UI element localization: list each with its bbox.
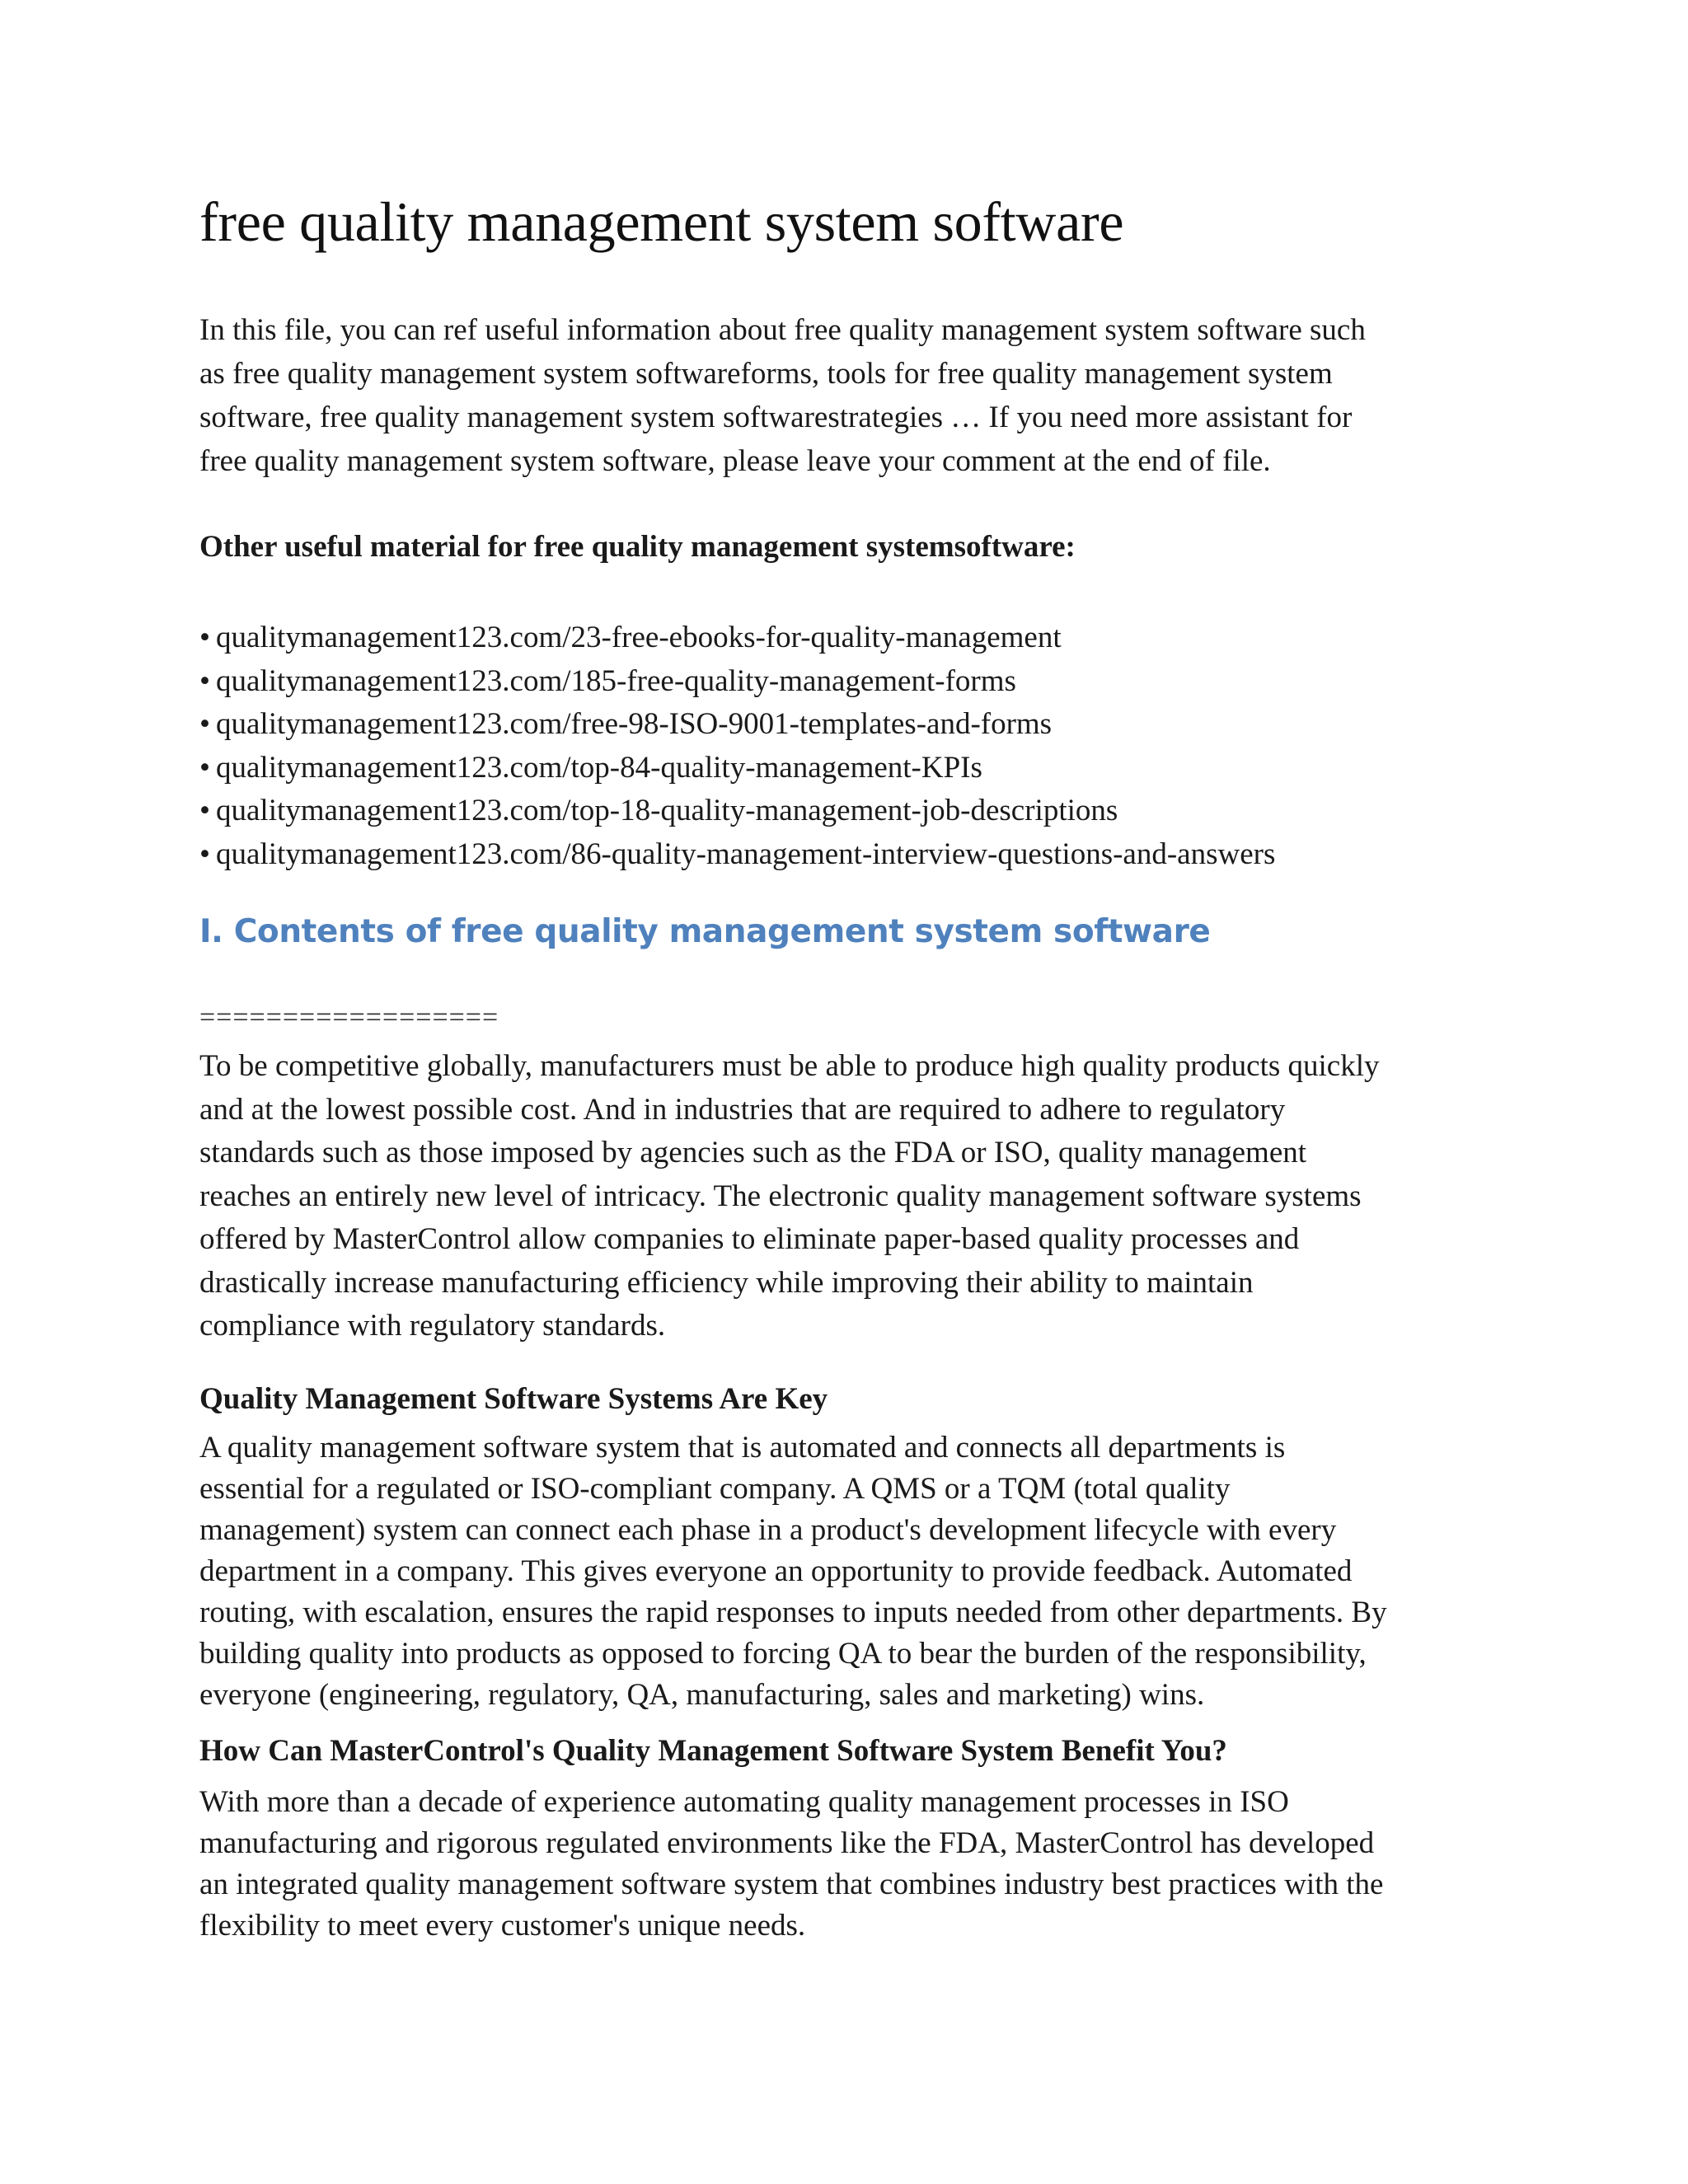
paragraph-line: and at the lowest possible cost. And in industries that are required to adhere to regulatory xyxy=(199,1092,1286,1127)
paragraph-benefit xyxy=(199,1782,1502,1947)
paragraph-line: building quality into products as opposed to forcing QA to bear the burden of the responsibility, xyxy=(199,1637,1367,1671)
bullet-icon: • xyxy=(199,837,210,871)
subheading-systems-are-key: Quality Management Software Systems Are Key xyxy=(199,1382,828,1416)
intro-paragraph xyxy=(199,308,1502,483)
resource-link-forms[interactable]: qualitymanagement123.com/185-free-quality-management-forms xyxy=(216,663,1016,698)
resource-link-iso-templates[interactable]: qualitymanagement123.com/free-98-ISO-9001-templates-and-forms xyxy=(216,707,1053,741)
paragraph-systems-are-key xyxy=(199,1427,1502,1716)
bullet-icon: • xyxy=(199,663,210,698)
paragraph-line: everyone (engineering, regulatory, QA, manufacturing, sales and marketing) wins. xyxy=(199,1678,1205,1712)
bullet-icon: • xyxy=(199,621,210,654)
paragraph-competitive xyxy=(199,1045,1502,1348)
paragraph-line: essential for a regulated or ISO-compliant company. A QMS or a TQM (total quality xyxy=(199,1472,1231,1506)
paragraph-line: A quality management software system that is automated and connects all departments is xyxy=(199,1431,1286,1465)
intro-line: as free quality management system softwareforms, tools for free quality management system xyxy=(199,357,1333,391)
paragraph-line: With more than a decade of experience automating quality management processes in ISO xyxy=(199,1785,1289,1819)
other-material-heading: Other useful material for free quality management systemsoftware: xyxy=(199,530,1076,564)
list-item xyxy=(199,833,1275,877)
paragraph-line: compliance with regulatory standards. xyxy=(199,1309,666,1343)
bullet-icon: • xyxy=(199,750,210,785)
subheading-benefit: How Can MasterControl's Quality Management Software System Benefit You? xyxy=(199,1734,1227,1768)
paragraph-line: routing, with escalation, ensures the rapid responses to inputs needed from other departments. By xyxy=(199,1596,1387,1629)
bullet-icon: • xyxy=(199,794,210,827)
resource-link-interview-questions[interactable]: qualitymanagement123.com/86-quality-management-interview-questions-and-answers xyxy=(216,837,1276,871)
intro-line: In this file, you can ref useful information about free quality management system software such xyxy=(199,313,1366,347)
bullet-icon: • xyxy=(199,707,210,741)
list-item xyxy=(199,616,1275,660)
list-item xyxy=(199,790,1275,833)
list-item xyxy=(199,703,1275,747)
paragraph-line: department in a company. This gives everyone an opportunity to provide feedback. Automated xyxy=(199,1554,1353,1588)
resource-link-job-descriptions[interactable]: qualitymanagement123.com/top-18-quality-management-job-descriptions xyxy=(216,794,1118,827)
paragraph-line: reaches an entirely new level of intricacy. The electronic quality management software systems xyxy=(199,1179,1362,1213)
separator-line: ================== xyxy=(199,1002,499,1033)
paragraph-line: drastically increase manufacturing efficiency while improving their ability to maintain xyxy=(199,1265,1254,1300)
paragraph-line: an integrated quality management software system that combines industry best practices with the xyxy=(199,1868,1384,1901)
paragraph-line: manufacturing and rigorous regulated environments like the FDA, MasterControl has developed xyxy=(199,1826,1375,1860)
intro-line: software, free quality management system softwarestrategies … If you need more assistant for xyxy=(199,401,1353,434)
paragraph-line: offered by MasterControl allow companies to eliminate paper-based quality processes and xyxy=(199,1222,1300,1256)
resource-link-ebooks[interactable]: qualitymanagement123.com/23-free-ebooks-for-quality-management xyxy=(216,621,1062,654)
intro-line: free quality management system software, please leave your comment at the end of file. xyxy=(199,444,1271,478)
paragraph-line: standards such as those imposed by agencies such as the FDA or ISO, quality management xyxy=(199,1136,1307,1169)
resource-link-list xyxy=(199,616,1275,876)
paragraph-line: flexibility to meet every customer's unique needs. xyxy=(199,1909,806,1943)
list-item xyxy=(199,747,1275,790)
paragraph-line: management) system can connect each phase in a product's development lifecycle with every xyxy=(199,1513,1337,1547)
paragraph-line: To be competitive globally, manufacturers must be able to produce high quality products quickly xyxy=(199,1049,1380,1083)
document-title: free quality management system software xyxy=(199,190,1124,253)
list-item xyxy=(199,660,1275,704)
section-heading-contents: I. Contents of free quality management system software xyxy=(199,913,1211,950)
resource-link-kpis[interactable]: qualitymanagement123.com/top-84-quality-management-KPIs xyxy=(216,750,982,785)
